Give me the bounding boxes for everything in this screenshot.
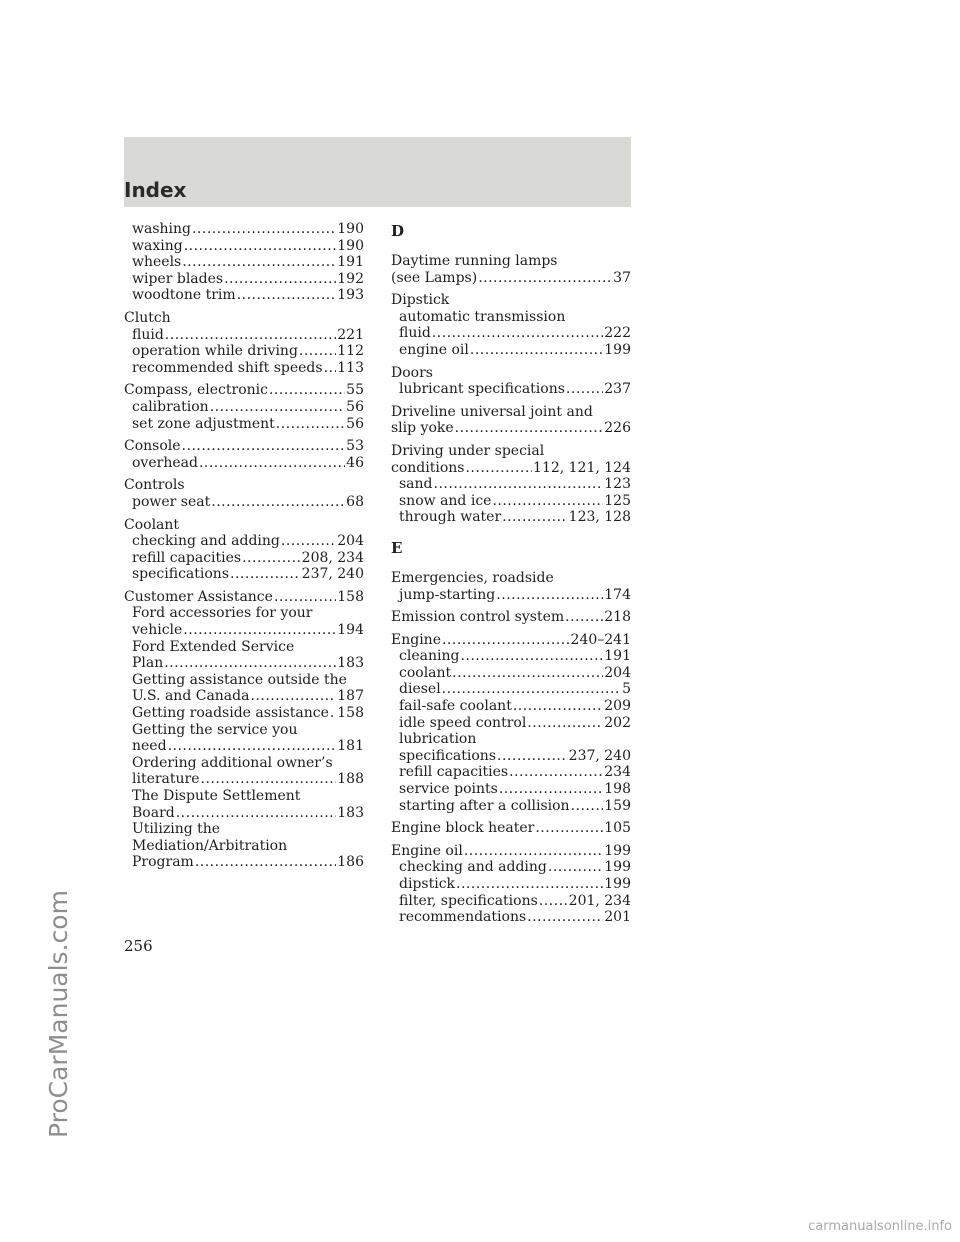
section-letter: E bbox=[391, 538, 403, 557]
entry-page-ref: 198 bbox=[604, 781, 631, 798]
section-gap bbox=[391, 241, 631, 253]
entry-page-ref: 56 bbox=[346, 415, 364, 432]
entry-term: recommended shift speeds bbox=[132, 359, 323, 376]
entry-page-ref: 112, 121, 124 bbox=[533, 459, 631, 476]
index-subentry bbox=[391, 764, 631, 781]
index-entry bbox=[391, 420, 631, 437]
dot-leader bbox=[452, 665, 603, 682]
dot-leader bbox=[499, 781, 603, 798]
index-subentry bbox=[124, 639, 364, 656]
entry-page-ref: 237 bbox=[604, 381, 631, 398]
index-entry bbox=[124, 438, 364, 455]
entry-term: recommendations bbox=[399, 909, 527, 926]
index-subentry bbox=[391, 715, 631, 732]
entry-term: U.S. and Canada bbox=[132, 688, 250, 705]
entry-term: Emergencies, roadside bbox=[391, 569, 554, 586]
index-entry bbox=[391, 460, 631, 477]
dot-leader bbox=[211, 494, 345, 511]
entry-page-ref: 56 bbox=[346, 398, 364, 415]
entry-term: Utilizing the bbox=[132, 821, 221, 838]
entry-term: Getting assistance outside the bbox=[132, 671, 347, 688]
entry-page-ref: 191 bbox=[337, 254, 364, 271]
dot-leader bbox=[199, 455, 345, 472]
dot-leader bbox=[434, 476, 604, 493]
page-number: 256 bbox=[124, 937, 153, 955]
dot-leader bbox=[168, 738, 337, 755]
index-subentry bbox=[124, 566, 364, 583]
entry-term: sand bbox=[399, 476, 433, 493]
entry-term: fluid bbox=[132, 326, 164, 343]
header-band bbox=[124, 137, 631, 207]
entry-term: idle speed control bbox=[399, 714, 527, 731]
index-subentry bbox=[391, 476, 631, 493]
entry-term: Clutch bbox=[124, 309, 171, 326]
dot-leader bbox=[527, 715, 603, 732]
entry-term: checking and adding bbox=[399, 859, 547, 876]
entry-term: Doors bbox=[391, 364, 433, 381]
dot-leader bbox=[527, 909, 603, 926]
entry-term: conditions bbox=[391, 459, 465, 476]
entry-term: Mediation/Arbitration bbox=[132, 837, 288, 854]
dot-leader bbox=[269, 382, 345, 399]
index-entry bbox=[391, 270, 631, 287]
index-column-right bbox=[391, 221, 631, 926]
entry-term: diesel bbox=[399, 681, 441, 698]
entry-page-ref: 55 bbox=[346, 382, 364, 399]
entry-page-ref: 204 bbox=[337, 533, 364, 550]
entry-page-ref: 105 bbox=[604, 820, 631, 837]
index-subentry bbox=[124, 271, 364, 288]
entry-term: washing bbox=[132, 221, 191, 237]
dot-leader bbox=[442, 681, 621, 698]
entry-term: Engine block heater bbox=[391, 820, 535, 837]
entry-page-ref: 226 bbox=[604, 420, 631, 437]
entry-page-ref: 46 bbox=[346, 454, 364, 471]
entry-term: Ford accessories for your bbox=[132, 605, 313, 622]
entry-term: Console bbox=[124, 438, 181, 455]
entry-term: refill capacities bbox=[132, 549, 242, 566]
index-subentry bbox=[124, 655, 364, 672]
entry-page-ref: 199 bbox=[604, 859, 631, 876]
index-entry bbox=[391, 609, 631, 626]
entry-page-ref: 222 bbox=[604, 325, 631, 342]
dot-leader bbox=[224, 271, 336, 288]
dot-leader bbox=[276, 416, 345, 433]
index-subentry bbox=[124, 254, 364, 271]
entry-term: Ford Extended Service bbox=[132, 638, 295, 655]
entry-page-ref: 37 bbox=[613, 269, 631, 286]
entry-page-ref: 123, 128 bbox=[568, 509, 631, 526]
entry-term: set zone adjustment bbox=[132, 415, 275, 432]
entry-term: wheels bbox=[132, 254, 182, 271]
index-subentry bbox=[391, 665, 631, 682]
index-subentry bbox=[124, 821, 364, 838]
index-subentry bbox=[124, 771, 364, 788]
index-entry bbox=[124, 517, 364, 534]
watermark-side: ProCarManuals.com bbox=[44, 890, 73, 1138]
index-subentry bbox=[391, 731, 631, 748]
index-entry bbox=[391, 443, 631, 460]
index-subentry bbox=[124, 455, 364, 472]
index-subentry bbox=[124, 755, 364, 772]
dot-leader bbox=[465, 460, 532, 477]
entry-page-ref: 221 bbox=[337, 326, 364, 343]
entry-term: automatic transmission bbox=[399, 308, 566, 325]
dot-leader bbox=[324, 360, 337, 377]
entry-term: vehicle bbox=[132, 622, 183, 639]
dot-leader bbox=[565, 609, 603, 626]
index-column-left bbox=[124, 221, 364, 871]
page-title: Index bbox=[124, 178, 187, 202]
entry-page-ref: 190 bbox=[337, 237, 364, 254]
entry-term: wiper blades bbox=[132, 270, 224, 287]
index-subentry bbox=[391, 381, 631, 398]
entry-page-ref: 123 bbox=[604, 476, 631, 493]
entry-page-ref: 159 bbox=[604, 797, 631, 814]
entry-term: fail-safe coolant bbox=[399, 698, 512, 715]
dot-leader bbox=[299, 343, 336, 360]
entry-term: specifications bbox=[132, 566, 230, 583]
entry-term: The Dispute Settlement bbox=[132, 788, 301, 804]
index-subentry bbox=[124, 788, 364, 805]
dot-leader bbox=[237, 287, 337, 304]
index-subentry bbox=[391, 681, 631, 698]
entry-page-ref: 193 bbox=[337, 287, 364, 304]
entry-page-ref: 199 bbox=[604, 842, 631, 859]
entry-page-ref: 68 bbox=[346, 493, 364, 510]
dot-leader bbox=[464, 843, 603, 860]
dot-leader bbox=[513, 698, 603, 715]
entry-term: Customer Assistance bbox=[124, 588, 273, 605]
index-subentry bbox=[124, 533, 364, 550]
entry-page-ref: 5 bbox=[622, 681, 631, 698]
dot-leader bbox=[492, 493, 603, 510]
dot-leader bbox=[274, 589, 336, 606]
dot-leader bbox=[183, 622, 336, 639]
dot-leader bbox=[165, 327, 336, 344]
dot-leader bbox=[184, 238, 337, 255]
index-entry bbox=[124, 589, 364, 606]
index-subentry bbox=[391, 648, 631, 665]
entry-page-ref: 190 bbox=[337, 221, 364, 237]
entry-term: snow and ice bbox=[399, 492, 492, 509]
entry-term: dipstick bbox=[399, 876, 456, 892]
dot-leader bbox=[566, 381, 603, 398]
entry-term: lubricant specifications bbox=[399, 381, 565, 398]
index-subentry bbox=[124, 360, 364, 377]
index-entry bbox=[124, 310, 364, 327]
entry-term: Getting roadside assistance bbox=[132, 705, 329, 722]
entry-page-ref: 186 bbox=[337, 854, 364, 871]
dot-leader bbox=[539, 893, 568, 910]
index-entry bbox=[391, 632, 631, 649]
entry-page-ref: 237, 240 bbox=[301, 566, 364, 583]
dot-leader bbox=[502, 509, 568, 526]
entry-term: filter, specifications bbox=[399, 892, 538, 909]
entry-term: Plan bbox=[132, 655, 164, 672]
entry-page-ref: 191 bbox=[604, 648, 631, 665]
index-subentry bbox=[124, 343, 364, 360]
index-subentry bbox=[124, 622, 364, 639]
entry-page-ref: 199 bbox=[604, 876, 631, 892]
entry-term: woodtone trim bbox=[132, 287, 236, 304]
entry-term: checking and adding bbox=[132, 533, 280, 550]
index-subentry bbox=[124, 238, 364, 255]
dot-leader bbox=[478, 270, 612, 287]
dot-leader bbox=[470, 342, 603, 359]
entry-page-ref: 204 bbox=[604, 664, 631, 681]
entry-term: Getting the service you bbox=[132, 721, 298, 738]
index-entry bbox=[391, 365, 631, 382]
index-subentry bbox=[124, 805, 364, 822]
index-subentry bbox=[124, 738, 364, 755]
index-subentry bbox=[124, 494, 364, 511]
index-subentry bbox=[124, 838, 364, 855]
entry-term: specifications bbox=[399, 747, 497, 764]
dot-leader bbox=[281, 533, 336, 550]
entry-page-ref: 181 bbox=[337, 738, 364, 755]
dot-leader bbox=[195, 854, 336, 871]
index-subentry bbox=[391, 893, 631, 910]
entry-term: calibration bbox=[132, 398, 209, 415]
entry-term: service points bbox=[399, 781, 498, 798]
section-letter: D bbox=[391, 222, 405, 240]
entry-page-ref: 202 bbox=[604, 714, 631, 731]
entry-page-ref: 188 bbox=[337, 771, 364, 788]
entry-page-ref: 187 bbox=[337, 688, 364, 705]
entry-term: fluid bbox=[399, 325, 431, 342]
index-subentry bbox=[124, 705, 364, 722]
index-subentry bbox=[391, 698, 631, 715]
index-subentry bbox=[124, 722, 364, 739]
index-subentry bbox=[124, 399, 364, 416]
entry-term: Coolant bbox=[124, 516, 180, 533]
entry-page-ref: 192 bbox=[337, 270, 364, 287]
entry-page-ref: 199 bbox=[604, 341, 631, 358]
dot-leader bbox=[250, 688, 336, 705]
index-entry bbox=[124, 382, 364, 399]
entry-page-ref: 158 bbox=[337, 588, 364, 605]
index-subentry bbox=[124, 416, 364, 433]
dot-leader bbox=[192, 221, 336, 238]
entry-term: engine oil bbox=[399, 341, 469, 358]
index-subentry bbox=[124, 854, 364, 871]
entry-page-ref: 208, 234 bbox=[301, 549, 364, 566]
entry-term: Program bbox=[132, 854, 194, 871]
entry-term: jump-starting bbox=[399, 586, 496, 603]
dot-leader bbox=[456, 876, 603, 893]
index-entry bbox=[391, 404, 631, 421]
entry-term: Driveline universal joint and bbox=[391, 403, 593, 420]
entry-term: through water bbox=[399, 509, 502, 526]
entry-term: Board bbox=[132, 804, 175, 821]
entry-term: need bbox=[132, 738, 167, 755]
entry-page-ref: 218 bbox=[604, 609, 631, 626]
index-entry bbox=[391, 820, 631, 837]
index-entry bbox=[124, 477, 364, 494]
entry-term: Dipstick bbox=[391, 292, 450, 309]
entry-page-ref: 240–241 bbox=[570, 631, 631, 648]
dot-leader bbox=[182, 438, 346, 455]
entry-term: Controls bbox=[124, 477, 185, 494]
section-gap bbox=[391, 526, 631, 538]
entry-term: coolant bbox=[399, 664, 452, 681]
index-subentry bbox=[391, 509, 631, 526]
dot-leader bbox=[242, 550, 301, 567]
entry-page-ref: 174 bbox=[604, 586, 631, 603]
index-subentry bbox=[391, 798, 631, 815]
entry-term: power seat bbox=[132, 493, 211, 510]
dot-leader bbox=[496, 587, 603, 604]
dot-leader bbox=[509, 764, 603, 781]
dot-leader bbox=[182, 254, 336, 271]
index-entry bbox=[391, 292, 631, 309]
section-gap bbox=[391, 558, 631, 570]
dot-leader bbox=[230, 566, 301, 583]
dot-leader bbox=[455, 420, 604, 437]
index-entry bbox=[391, 253, 631, 270]
entry-term: literature bbox=[132, 771, 200, 788]
dot-leader bbox=[176, 805, 337, 822]
entry-term: waxing bbox=[132, 237, 183, 254]
dot-leader bbox=[210, 399, 345, 416]
entry-term: (see Lamps) bbox=[391, 269, 478, 286]
entry-page-ref: 125 bbox=[604, 492, 631, 509]
index-subentry bbox=[124, 221, 364, 238]
entry-page-ref: 183 bbox=[337, 804, 364, 821]
entry-page-ref: 194 bbox=[337, 622, 364, 639]
index-subentry bbox=[391, 781, 631, 798]
entry-page-ref: 234 bbox=[604, 764, 631, 781]
index-subentry bbox=[124, 327, 364, 344]
entry-term: Daytime running lamps bbox=[391, 253, 558, 269]
dot-leader bbox=[442, 632, 570, 649]
entry-term: Compass, electronic bbox=[124, 382, 268, 399]
entry-term: Engine bbox=[391, 631, 441, 648]
index-subentry bbox=[391, 876, 631, 893]
entry-page-ref: 237, 240 bbox=[568, 747, 631, 764]
dot-leader bbox=[535, 820, 603, 837]
entry-term: lubrication bbox=[399, 731, 477, 748]
index-subentry bbox=[391, 325, 631, 342]
entry-page-ref: 158 bbox=[337, 705, 364, 722]
index-subentry bbox=[124, 550, 364, 567]
dot-leader bbox=[548, 859, 603, 876]
index-subentry bbox=[391, 859, 631, 876]
index-subentry bbox=[124, 605, 364, 622]
entry-term: starting after a collision bbox=[399, 797, 570, 814]
dot-leader bbox=[460, 648, 603, 665]
entry-page-ref: 201, 234 bbox=[568, 892, 631, 909]
entry-term: refill capacities bbox=[399, 764, 509, 781]
dot-leader bbox=[330, 705, 336, 722]
dot-leader bbox=[432, 325, 603, 342]
entry-term: cleaning bbox=[399, 648, 460, 665]
entry-term: Emission control system bbox=[391, 609, 565, 626]
index-subentry bbox=[124, 672, 364, 689]
dot-leader bbox=[201, 771, 337, 788]
index-entry bbox=[391, 570, 631, 587]
entry-term: Ordering additional owner’s bbox=[132, 754, 333, 771]
index-subentry bbox=[124, 688, 364, 705]
entry-page-ref: 201 bbox=[604, 909, 631, 926]
index-entry bbox=[391, 843, 631, 860]
entry-term: Driving under special bbox=[391, 442, 545, 459]
entry-term: operation while driving bbox=[132, 343, 298, 360]
index-subentry bbox=[391, 309, 631, 326]
entry-page-ref: 113 bbox=[337, 359, 364, 376]
watermark-bottom: carmanualsonline.info bbox=[808, 1219, 952, 1234]
entry-page-ref: 53 bbox=[346, 438, 364, 455]
entry-term: Engine oil bbox=[391, 842, 463, 859]
dot-leader bbox=[571, 798, 604, 815]
entry-page-ref: 209 bbox=[604, 698, 631, 715]
index-subentry bbox=[391, 493, 631, 510]
entry-page-ref: 183 bbox=[337, 655, 364, 672]
index-subentry bbox=[124, 287, 364, 304]
entry-page-ref: 112 bbox=[337, 343, 364, 360]
entry-term: slip yoke bbox=[391, 420, 454, 437]
index-subentry bbox=[391, 909, 631, 926]
dot-leader bbox=[497, 748, 568, 765]
index-subentry bbox=[391, 587, 631, 604]
index-subentry bbox=[391, 342, 631, 359]
entry-term: overhead bbox=[132, 454, 198, 471]
dot-leader bbox=[164, 655, 336, 672]
index-subentry bbox=[391, 748, 631, 765]
